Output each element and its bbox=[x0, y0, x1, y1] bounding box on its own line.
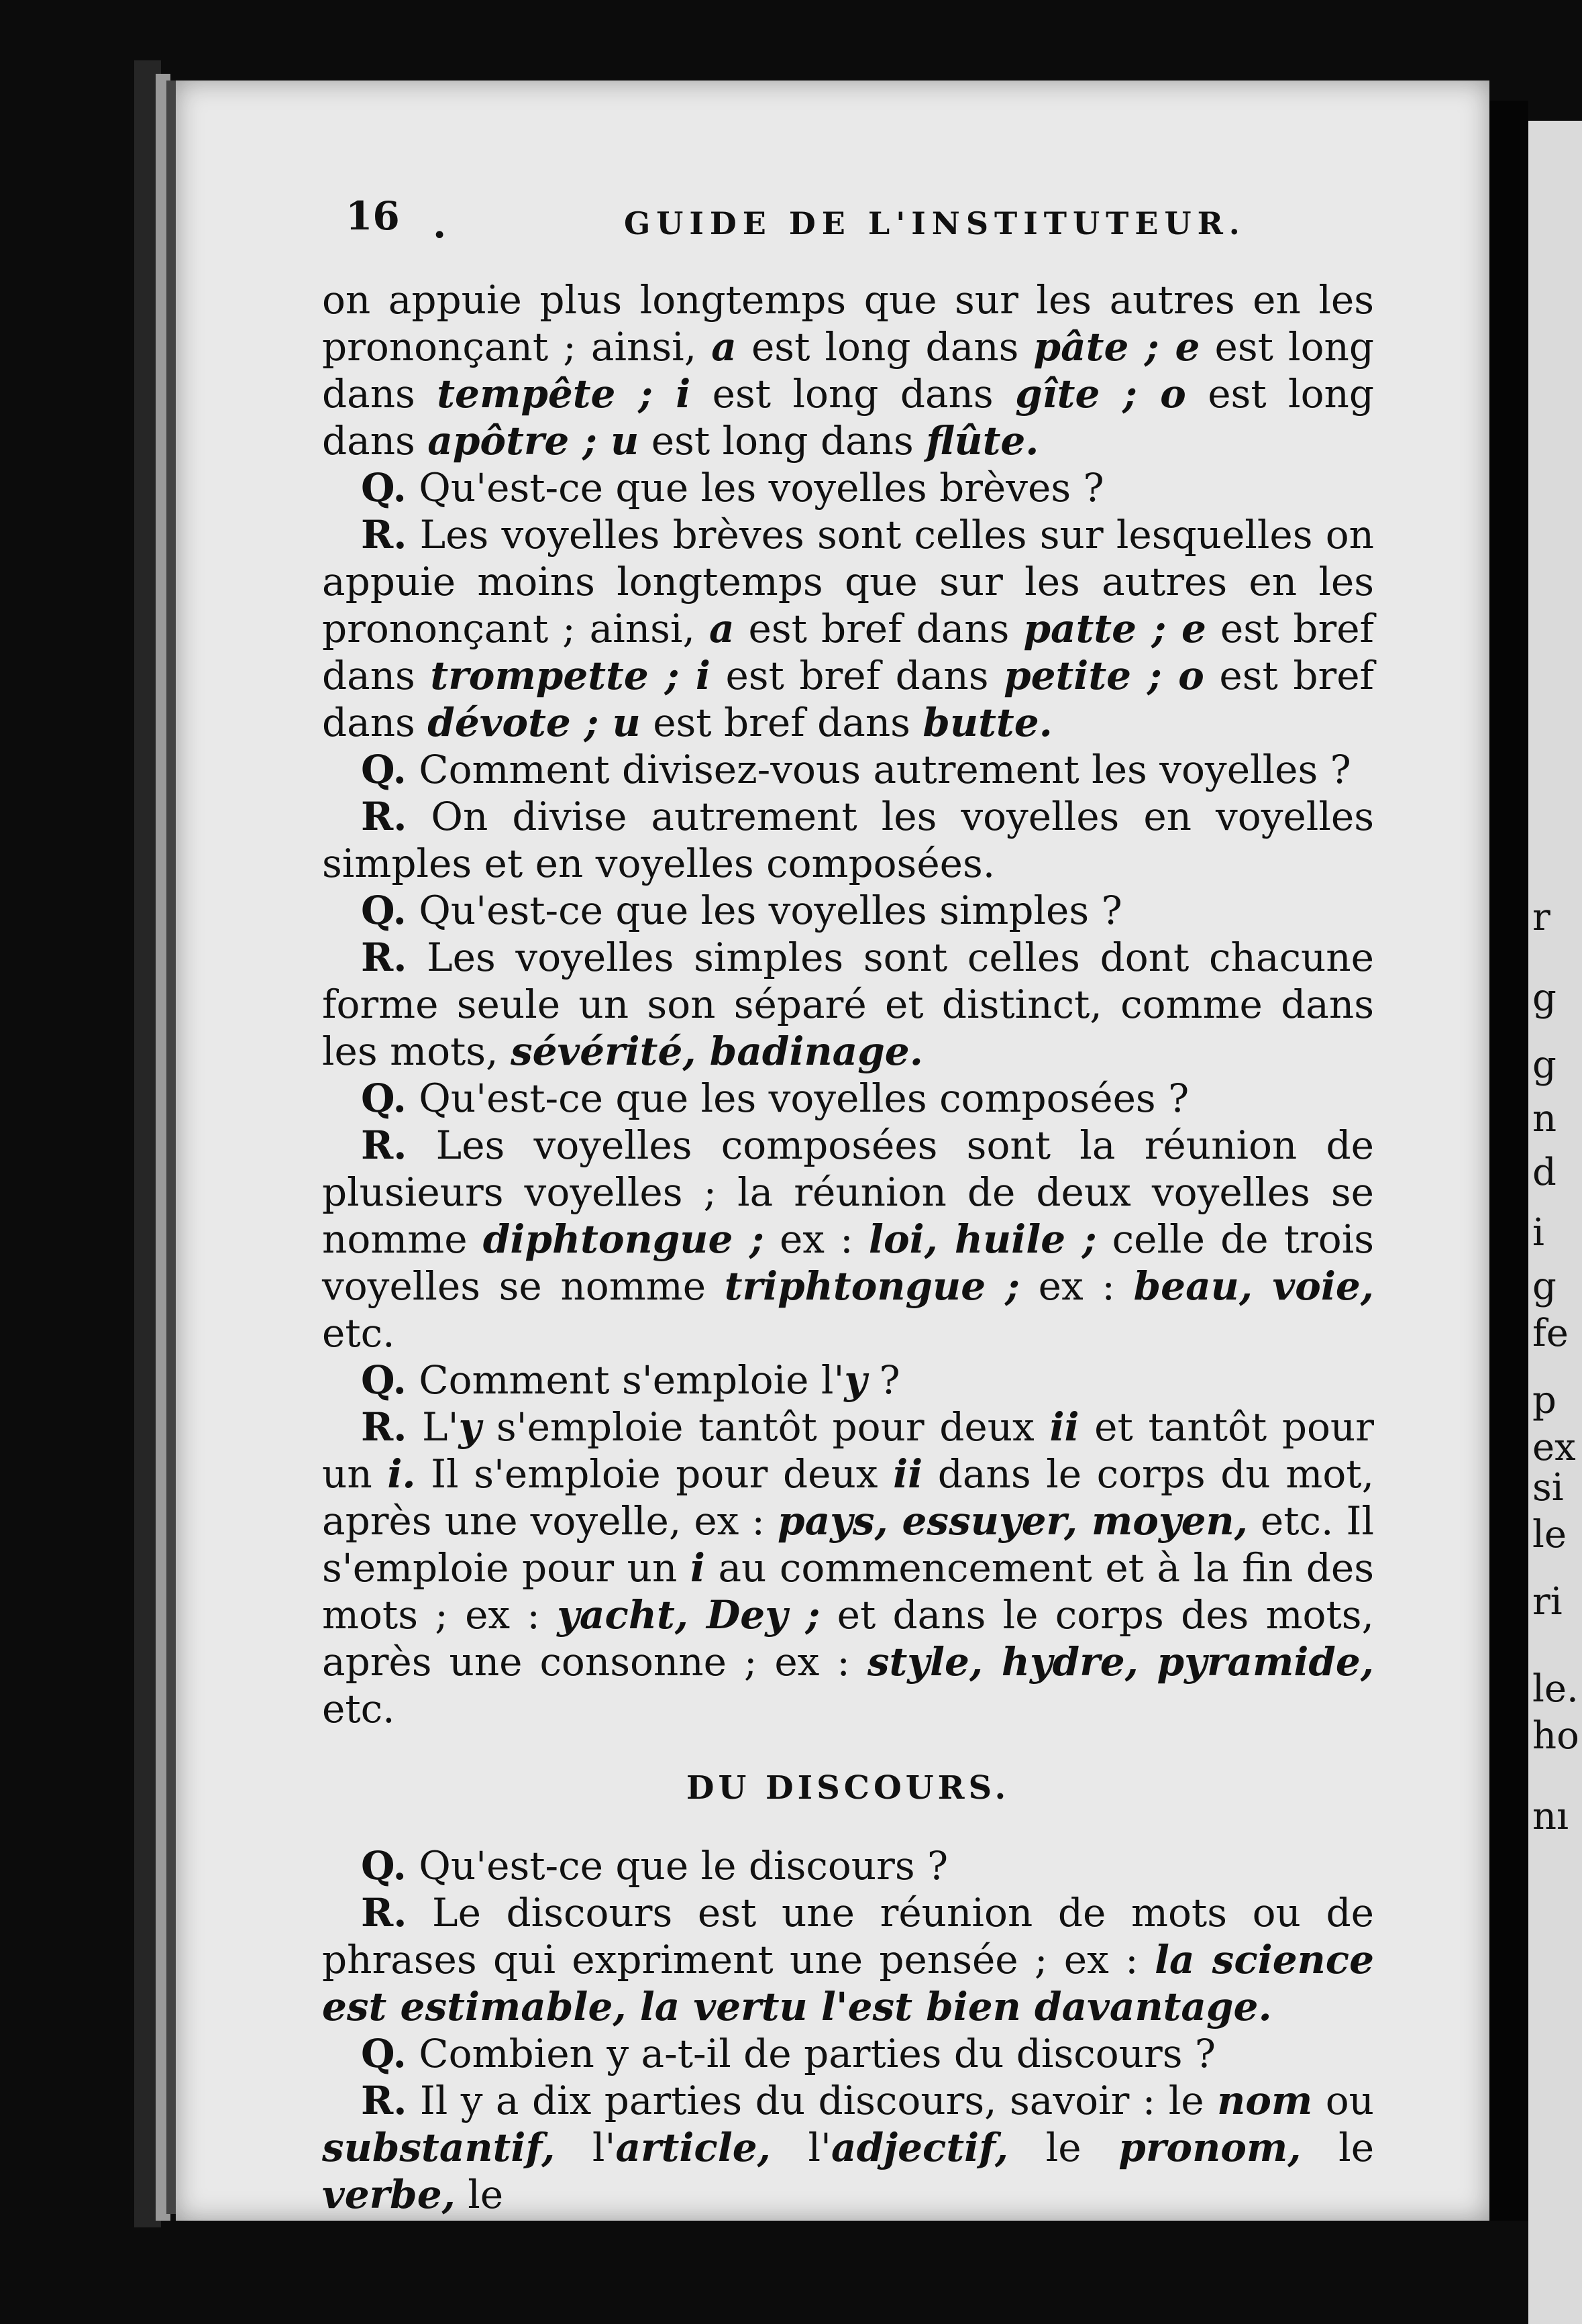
text-run: le bbox=[1301, 2125, 1375, 2170]
qa-marker: R. bbox=[361, 1122, 407, 1168]
question-paragraph bbox=[322, 1842, 1374, 1889]
page-number: 16 bbox=[346, 193, 400, 239]
italic-term: triphtongue ; bbox=[724, 1263, 1020, 1309]
question-paragraph bbox=[322, 887, 1374, 934]
italic-term: petite ; o bbox=[1004, 653, 1204, 698]
text-run: est bref dans bbox=[710, 653, 1004, 698]
text-run: l' bbox=[555, 2125, 616, 2170]
adjacent-page-fragment: r bbox=[1532, 896, 1550, 939]
italic-term: style, hydre, pyramide, bbox=[867, 1639, 1375, 1685]
italic-term: apôtre ; u bbox=[427, 418, 639, 464]
text-run: ? bbox=[867, 1357, 900, 1403]
page-text-body bbox=[322, 276, 1374, 2218]
italic-term: gîte ; o bbox=[1015, 371, 1186, 417]
question-paragraph bbox=[322, 746, 1374, 793]
italic-term: diphtongue ; bbox=[482, 1216, 764, 1262]
text-run: est long dans bbox=[322, 371, 1374, 464]
answer-paragraph bbox=[322, 793, 1374, 887]
adjacent-page-slice bbox=[1528, 121, 1582, 2324]
text-run: DU DISCOURS. bbox=[686, 1769, 1010, 1807]
answer-paragraph bbox=[322, 2077, 1374, 2218]
text-run: etc. bbox=[322, 1686, 395, 1732]
adjacent-page-fragment: n bbox=[1532, 1097, 1557, 1141]
italic-term: a bbox=[711, 324, 737, 370]
text-run: On divise autrement les voyelles en voyelles simples et en voyelles composées. bbox=[322, 794, 1374, 886]
qa-marker: Q. bbox=[361, 1357, 407, 1403]
qa-marker: Q. bbox=[361, 1075, 407, 1121]
text-run: Les voyelles simples sont celles dont chacune forme seule un son séparé et distinct, comme dans les mots, bbox=[322, 935, 1374, 1074]
text-run: etc. bbox=[322, 1310, 395, 1356]
adjacent-page-fragment: g bbox=[1532, 976, 1557, 1020]
answer-paragraph bbox=[322, 1404, 1374, 1732]
italic-term: a bbox=[708, 606, 735, 651]
adjacent-page-fragment: p bbox=[1532, 1379, 1557, 1422]
text-run: Comment s'emploie l' bbox=[406, 1357, 845, 1403]
text-run: l' bbox=[770, 2125, 832, 2170]
qa-marker: Q. bbox=[361, 1843, 407, 1889]
text-run: Qu'est-ce que les voyelles simples ? bbox=[406, 888, 1122, 933]
adjacent-page-fragment: d bbox=[1532, 1151, 1557, 1194]
text-run: et tantôt pour un bbox=[322, 1404, 1375, 1497]
italic-term: i. bbox=[387, 1451, 416, 1497]
text-run: ou bbox=[1312, 2078, 1375, 2123]
adjacent-page-fragment: le. bbox=[1532, 1667, 1579, 1711]
italic-term: tempête ; i bbox=[437, 371, 691, 417]
italic-term: yacht, Dey ; bbox=[557, 1592, 821, 1638]
text-run: est bref dans bbox=[640, 700, 923, 745]
book-edge-inner bbox=[166, 81, 176, 2214]
italic-term: i bbox=[690, 1545, 705, 1591]
text-run: on appuie plus longtemps que sur les autres en les prononçant ; ainsi, bbox=[322, 277, 1374, 370]
answer-paragraph bbox=[322, 1122, 1374, 1357]
text-run: est bref dans bbox=[322, 606, 1374, 698]
adjacent-page-fragment: nı bbox=[1532, 1795, 1569, 1838]
text-run: ex : bbox=[1019, 1263, 1134, 1309]
qa-marker: R. bbox=[361, 794, 407, 839]
question-paragraph bbox=[322, 1075, 1374, 1122]
text-run: est long dans bbox=[322, 324, 1374, 417]
text-run: Qu'est-ce que le discours ? bbox=[406, 1843, 949, 1889]
italic-term: nom bbox=[1217, 2078, 1313, 2123]
italic-term: ii bbox=[1049, 1404, 1079, 1450]
text-run: Qu'est-ce que les voyelles brèves ? bbox=[406, 465, 1104, 511]
answer-paragraph bbox=[322, 511, 1374, 746]
text-run: Qu'est-ce que les voyelles composées ? bbox=[406, 1075, 1190, 1121]
adjacent-page-fragment: ri bbox=[1532, 1580, 1563, 1624]
italic-term: verbe, bbox=[322, 2172, 456, 2217]
header-dot: . bbox=[433, 201, 447, 247]
italic-term: y bbox=[458, 1404, 482, 1450]
text-run: le bbox=[1008, 2125, 1119, 2170]
page-gutter bbox=[1489, 101, 1528, 2221]
qa-marker: Q. bbox=[361, 888, 407, 933]
italic-term: substantif, bbox=[322, 2125, 556, 2170]
italic-term: la science est estimable, la vertu l'est bien davantage. bbox=[322, 1937, 1374, 2029]
qa-marker: R. bbox=[361, 512, 407, 558]
italic-term: pays, essuyer, moyen, bbox=[778, 1498, 1248, 1544]
italic-term: trompette ; i bbox=[430, 653, 710, 698]
italic-term: flûte. bbox=[926, 418, 1039, 464]
text-run: Le discours est une réunion de mots ou de phrases qui expriment une pensée ; ex : bbox=[322, 1890, 1374, 1983]
qa-marker: R. bbox=[361, 935, 407, 980]
qa-marker: R. bbox=[361, 2078, 407, 2123]
qa-marker: R. bbox=[361, 1404, 407, 1450]
italic-term: loi, huile ; bbox=[868, 1216, 1097, 1262]
text-run: est long dans bbox=[639, 418, 927, 464]
qa-marker: Q. bbox=[361, 2031, 407, 2076]
adjacent-page-fragment: i bbox=[1532, 1211, 1544, 1255]
text-run: s'emploie tantôt pour deux bbox=[481, 1404, 1050, 1450]
qa-marker: Q. bbox=[361, 465, 407, 511]
italic-term: ii bbox=[893, 1451, 923, 1497]
text-run: au commencement et à la fin des mots ; ex : bbox=[322, 1545, 1374, 1638]
italic-term: pâte ; e bbox=[1033, 324, 1200, 370]
text-run: Combien y a-t-il de parties du discours ? bbox=[406, 2031, 1216, 2076]
text-run: et dans le corps des mots, après une consonne ; ex : bbox=[322, 1592, 1374, 1685]
adjacent-page-fragment: si bbox=[1532, 1466, 1564, 1510]
adjacent-page-fragment: fe bbox=[1532, 1312, 1569, 1355]
italic-term: article, bbox=[615, 2125, 771, 2170]
section-title bbox=[322, 1764, 1374, 1811]
text-run: ex : bbox=[763, 1216, 869, 1262]
adjacent-page-fragment: ex bbox=[1532, 1426, 1576, 1469]
running-title: GUIDE DE L'INSTITUTEUR. bbox=[624, 205, 1246, 242]
adjacent-page-fragment: g bbox=[1532, 1043, 1557, 1087]
question-paragraph bbox=[322, 464, 1374, 511]
paragraph bbox=[322, 276, 1374, 464]
text-run: est long dans bbox=[736, 324, 1034, 370]
italic-term: adjectif, bbox=[831, 2125, 1009, 2170]
text-run: Les voyelles composées sont la réunion de plusieurs voyelles ; la réunion de deux voyelles se nomme bbox=[322, 1122, 1374, 1262]
text-run: dans le corps du mot, après une voyelle, ex : bbox=[322, 1451, 1375, 1544]
qa-marker: R. bbox=[361, 1890, 407, 1936]
question-paragraph bbox=[322, 2030, 1374, 2077]
adjacent-page-fragment: ho bbox=[1532, 1714, 1579, 1758]
text-run: celle de trois voyelles se nomme bbox=[322, 1216, 1375, 1309]
qa-marker: Q. bbox=[361, 747, 407, 792]
text-run: L' bbox=[407, 1404, 459, 1450]
text-run: est long dans bbox=[690, 371, 1016, 417]
italic-term: pronom, bbox=[1118, 2125, 1302, 2170]
text-run: Il y a dix parties du discours, savoir : le bbox=[407, 2078, 1218, 2123]
adjacent-page-fragment: g bbox=[1532, 1265, 1557, 1308]
text-run: le bbox=[455, 2172, 504, 2217]
italic-term: y bbox=[844, 1357, 867, 1403]
italic-term: sévérité, badinage. bbox=[510, 1028, 923, 1074]
question-paragraph bbox=[322, 1357, 1374, 1404]
answer-paragraph bbox=[322, 1889, 1374, 2030]
answer-paragraph bbox=[322, 934, 1374, 1075]
italic-term: dévote ; u bbox=[427, 700, 641, 745]
italic-term: patte ; e bbox=[1023, 606, 1206, 651]
adjacent-page-fragment: le bbox=[1532, 1513, 1567, 1556]
italic-term: butte. bbox=[922, 700, 1053, 745]
text-run: Les voyelles brèves sont celles sur lesquelles on appuie moins longtemps que sur les autres en les prononçant ; ainsi, bbox=[322, 512, 1374, 651]
text-run: etc. Il s'emploie pour un bbox=[322, 1498, 1374, 1591]
text-run: est bref dans bbox=[734, 606, 1024, 651]
italic-term: beau, voie, bbox=[1133, 1263, 1374, 1309]
text-run: Comment divisez-vous autrement les voyelles ? bbox=[406, 747, 1351, 792]
text-run: est bref dans bbox=[322, 653, 1375, 745]
text-run: Il s'emploie pour deux bbox=[415, 1451, 894, 1497]
